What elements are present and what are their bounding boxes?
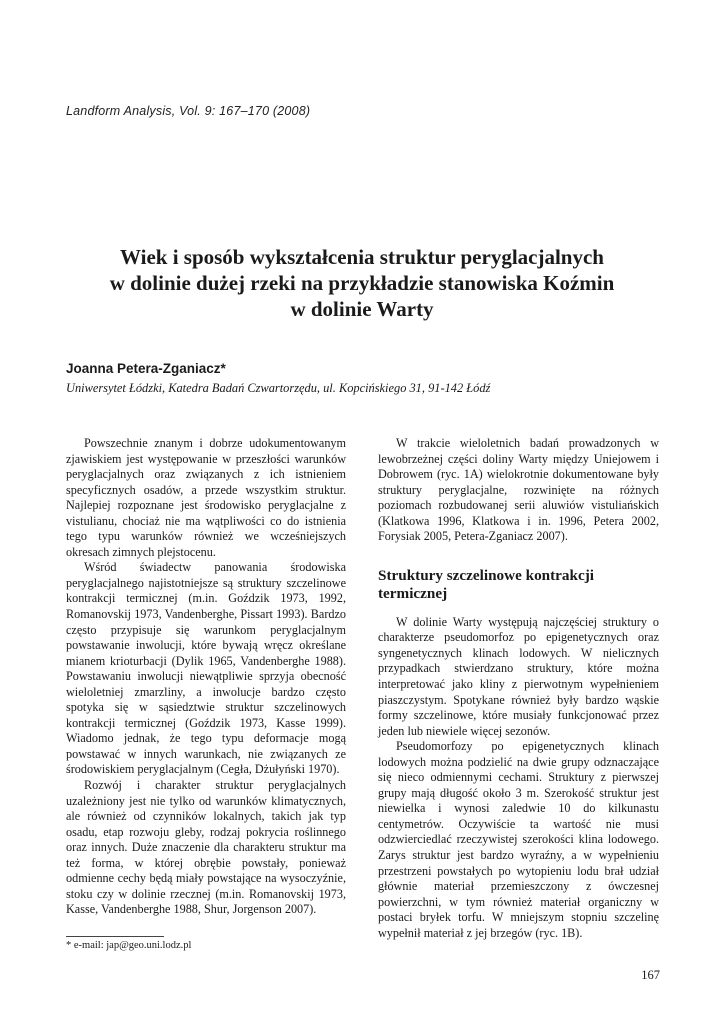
paragraph: Rozwój i charakter struktur peryglacjalnych uzależniony jest nie tylko od warunków klimatycznych, ale również od czynników lokalnych, takich jak typ osadu, etap rozwoju gleby, rodzaj pokrycia roślinnego oraz innych. Duże znaczenie dla charakteru struktur ma też forma, w której obrębie powstały, ponieważ odmienne cechy będą miały powstające na wysoczyźnie, stoku czy w dolinie rzecznej (m.in. Romanovskij 1973, Kasse, Vandenberghe 1988, Shur, Jorgenson 2007). (66, 778, 346, 917)
title-line-1: Wiek i sposób wykształcenia struktur peryglacjalnych (119, 245, 604, 269)
journal-citation: Landform Analysis, Vol. 9: 167–170 (2008) (66, 104, 311, 118)
page-number: 167 (641, 968, 660, 982)
section-heading: Struktury szczelinowe kontrakcji termicznej (378, 566, 594, 602)
footnote-divider (66, 936, 164, 937)
author-affiliation: Uniwersytet Łódzki, Katedra Badań Czwartorzędu, ul. Kopcińskiego 31, 91-142 Łódź (66, 381, 491, 395)
right-column (378, 436, 659, 941)
paragraph: W trakcie wieloletnich badań prowadzonych w lewobrzeżnej części doliny Warty między Uniejowem i Dobrowem (ryc. 1A) wielokrotnie dokumentowane były struktury peryglacjalne, rozwinięte na różnych poziomach rozbudowanej serii aluwiów vistuliańskich (Klatkowa 1996, Klatkowa i in. 1996, Petera 2002, Forysiak 2005, Petera-Zganiacz 2007). (378, 436, 659, 544)
author-name: Joanna Petera-Zganiacz* (66, 361, 226, 376)
left-column (66, 436, 346, 918)
title-line-3: w dolinie Warty (290, 297, 434, 321)
title-line-2: w dolinie dużej rzeki na przykładzie stanowiska Koźmin (109, 271, 615, 295)
paragraph: Wśród świadectw panowania środowiska peryglacjalnego najistotniejsze są struktury szczelinowe kontrakcji termicznej (m.in. Goździk 1973, 1992, Romanovskij 1973, Vandenberghe, Pissart 1993). Bardzo często przypisuje się warunkom peryglacjalnym powstawanie inwolucji, które bywają wręcz określane mianem krioturbacji (Dylik 1965, Vandenberghe 1988). Powstawaniu inwolucji niewątpliwie sprzyja obecność wieloletniej zmarzliny, a inwolucje bardzo często spotyka się w sąsiedztwie struktur szczelinowych kontrakcji termicznej (Goździk 1973, Kasse 1999). Wiadomo jednak, że tego typu deformacje mogą powstawać w innych warunkach, nie związanych ze środowiskiem peryglacjalnym (Cegła, Dżułyński 1970). (66, 560, 346, 777)
paragraph: Pseudomorfozy po epigenetycznych klinach lodowych można podzielić na dwie grupy odznaczające się nieco odmiennymi cechami. Struktury z pierwszej grupy mają długość około 3 m. Szerokość struktur jest niewielka i wynosi zaledwie 10 do kilkunastu centymetrów. Oczywiście ta wartość nie musi odzwierciedlać rzeczywistej szerokości klina lodowego. Zarys struktur jest bardzo wyraźny, a w wypełnieniu przestrzeni powstałych po wytopieniu lodu brał udział głównie materiał przemieszczony z ówczesnej powierzchni, w tym również materiał organiczny w postaci bryłek torfu. W mniejszym stopniu szczelinę wypełnił materiał z jej brzegów (ryc. 1B). (378, 739, 659, 940)
article-title (60, 244, 664, 322)
paragraph: W dolinie Warty występują najczęściej struktury o charakterze pseudomorfoz po epigenetycznych oraz syngenetycznych klinach lodowych. W nielicznych przypadkach stwierdzano struktury, które można interpretować jako kliny z pierwotnym wypełnieniem piaszczystym. Spotykane również były bardzo wąskie formy szczelinowe, które musiały funkcjonować przez jeden lub niewiele więcej sezonów. (378, 614, 659, 738)
footnote: * e-mail: jap@geo.uni.lodz.pl (66, 940, 192, 951)
paragraph: Powszechnie znanym i dobrze udokumentowanym zjawiskiem jest występowanie w przeszłości warunków peryglacjalnych oraz związanych z ich istnieniem specyficznych osadów, a przede wszystkim struktur. Najlepiej rozpoznane jest środowisko peryglacjalne z vistulianu, chociaż nie ma wątpliwości co do istnienia tego typu warunków również we wcześniejszych okresach zimnych plejstocenu. (66, 436, 346, 559)
